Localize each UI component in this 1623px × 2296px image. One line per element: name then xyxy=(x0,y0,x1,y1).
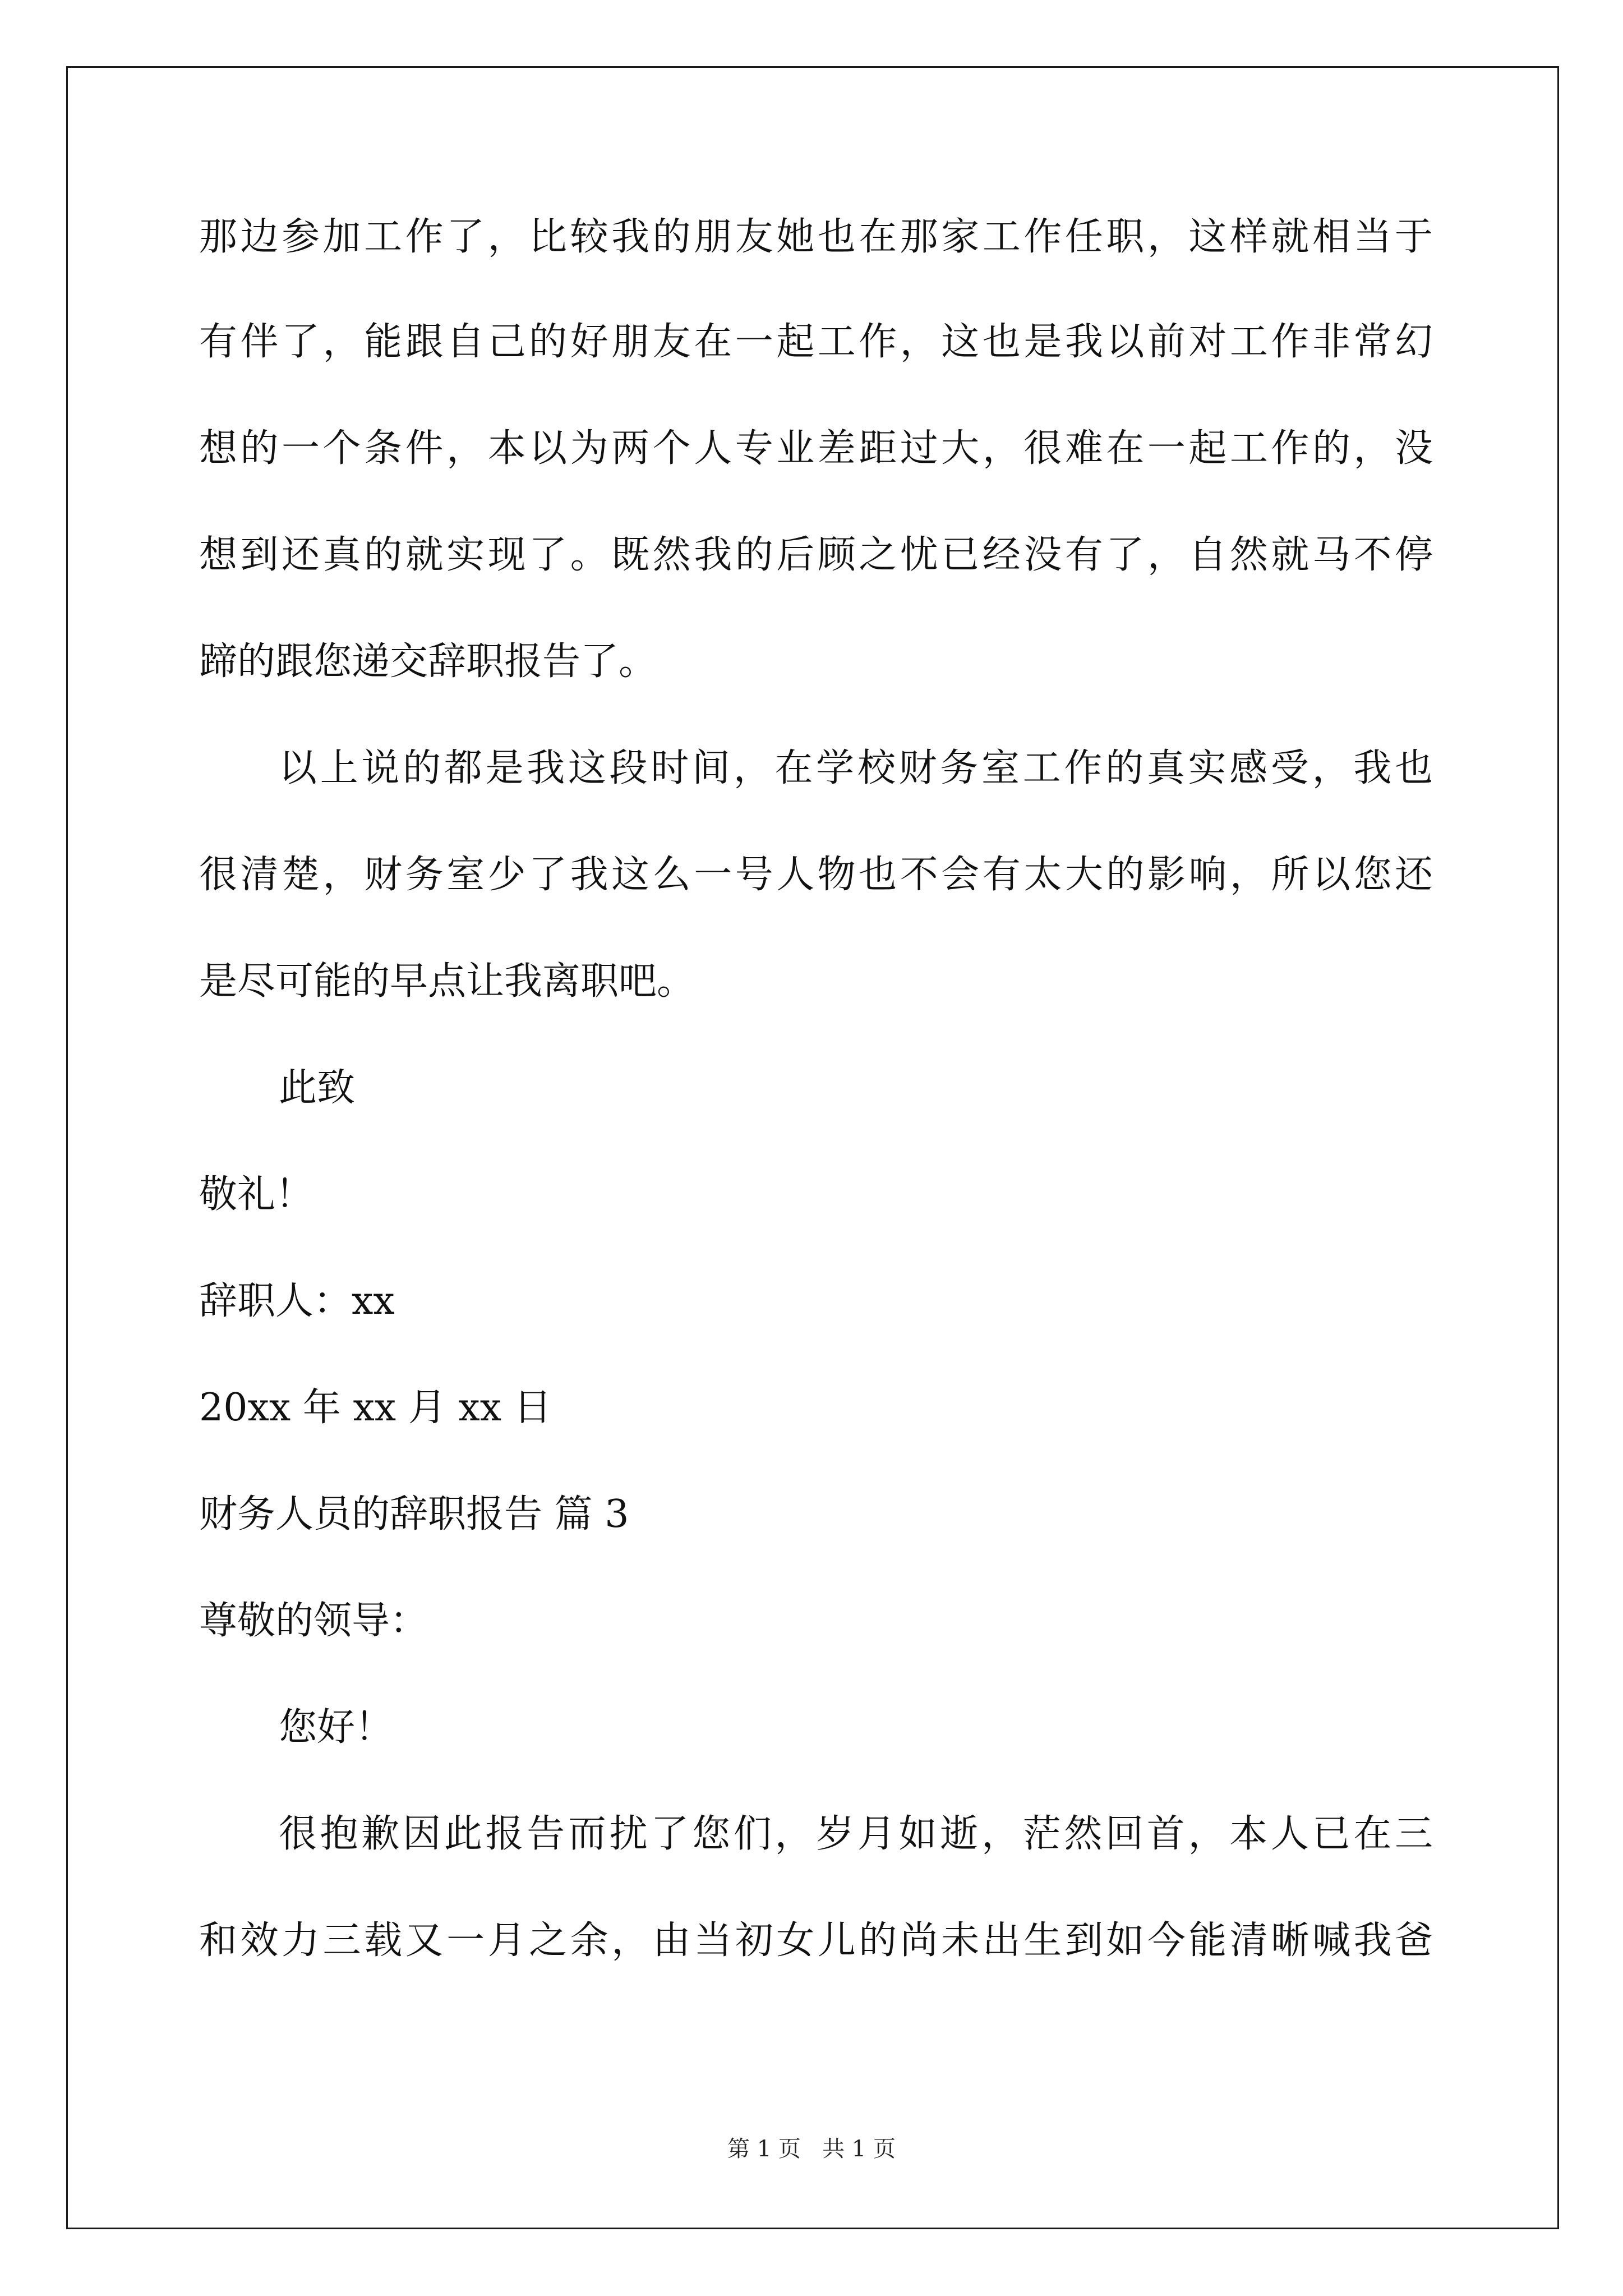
body-line-4: 想到还真的就实现了。既然我的后顾之忧已经没有了，自然就马不停 xyxy=(199,533,1433,577)
closing-regards: 敬礼！ xyxy=(199,1172,314,1217)
body-line-17: 和效力三载又一月之余，由当初女儿的尚未出生到如今能清晰喊我爸 xyxy=(199,1918,1433,1963)
resignee-line: 辞职人：xx xyxy=(199,1279,395,1323)
body-line-1: 那边参加工作了，比较我的朋友她也在那家工作任职，这样就相当于 xyxy=(199,215,1433,259)
body-line-6: 以上说的都是我这段时间，在学校财务室工作的真实感受，我也 xyxy=(279,746,1433,790)
date-line: 20xx 年 xx 月 xx 日 xyxy=(199,1386,552,1430)
greeting-line: 尊敬的领导： xyxy=(199,1599,428,1643)
page-border xyxy=(66,66,1559,2229)
closing-salutation: 此致 xyxy=(279,1066,356,1110)
body-line-16: 很抱歉因此报告而扰了您们，岁月如逝，茫然回首，本人已在三 xyxy=(279,1812,1433,1856)
hello-line: 您好！ xyxy=(279,1705,394,1750)
body-line-2: 有伴了，能跟自己的好朋友在一起工作，这也是我以前对工作非常幻 xyxy=(199,320,1433,364)
body-line-5: 蹄的跟您递交辞职报告了。 xyxy=(199,639,657,684)
page-footer: 第 1 页 共 1 页 xyxy=(727,2136,896,2162)
body-line-3: 想的一个条件，本以为两个人专业差距过大，很难在一起工作的，没 xyxy=(199,426,1433,471)
body-line-7: 很清楚，财务室少了我这么一号人物也不会有太大的影响，所以您还 xyxy=(199,853,1433,897)
body-line-8: 是尽可能的早点让我离职吧。 xyxy=(199,959,695,1004)
section-heading: 财务人员的辞职报告 篇 3 xyxy=(199,1492,629,1536)
